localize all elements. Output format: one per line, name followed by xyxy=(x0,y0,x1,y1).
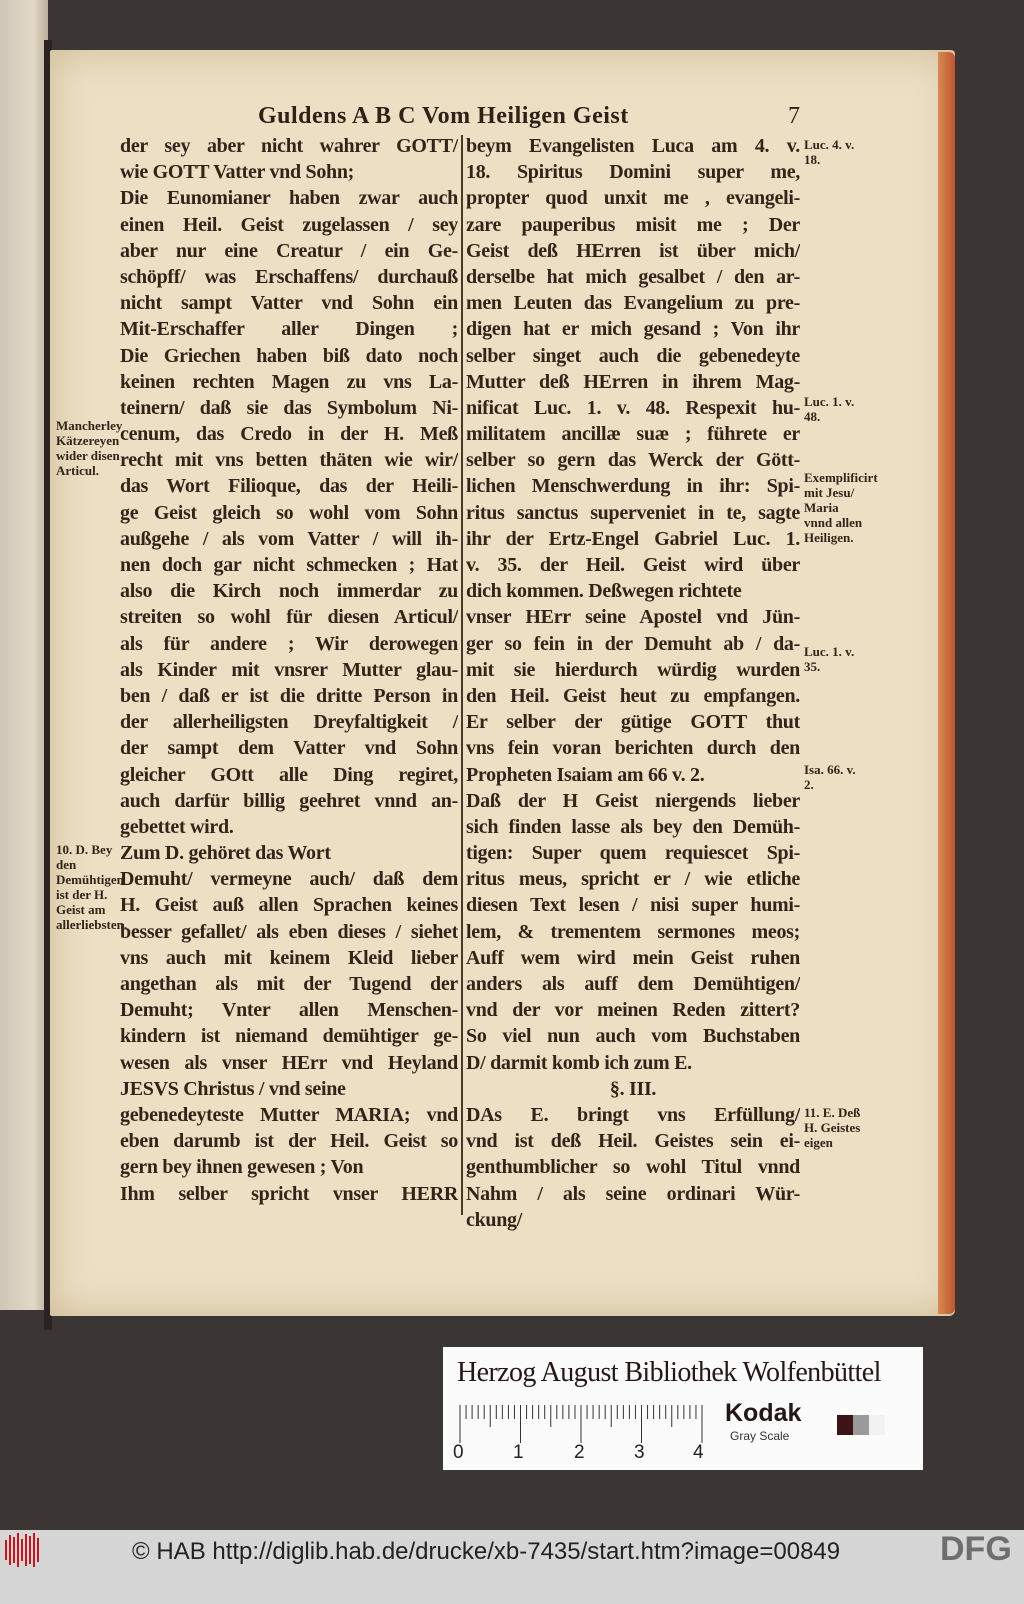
text-line: der sampt dem Vatter vnd Sohn xyxy=(120,737,458,760)
text-line: Ihm selber spricht vnser HERR xyxy=(120,1182,458,1205)
text-line: Geist deß HErren ist über mich/ xyxy=(466,239,800,262)
text-line: vnd der vor meinen Reden zittert? xyxy=(466,999,800,1022)
text-line: Nahm / als seine ordinari Wür- xyxy=(466,1182,800,1205)
text-line: cenum, das Credo in der H. Meß xyxy=(120,423,458,446)
text-line: ihr der Ertz-Engel Gabriel Luc. 1. xyxy=(466,527,800,550)
margin-note-left: Mancherley Kätzereyen wider disen Articul. xyxy=(56,418,123,478)
text-line: ben / daß er ist die dritte Person in xyxy=(120,684,458,707)
text-line: aber nur eine Creatur / ein Ge- xyxy=(120,239,458,262)
text-line: zare pauperibus misit me ; Der xyxy=(466,213,800,236)
text-line: DAs E. bringt vns Erfüllung/ xyxy=(466,1103,800,1126)
text-line: vns fein voran berichten durch den xyxy=(466,737,800,760)
text-line: Mutter deß HErren in ihrem Mag- xyxy=(466,370,800,393)
margin-note-right: Luc. 1. v. 48. xyxy=(804,394,855,424)
right-text-column xyxy=(466,133,800,1233)
text-line: keinen rechten Magen zu vns La- xyxy=(120,370,458,393)
page-edge xyxy=(938,52,955,1314)
ruler-label: 4 xyxy=(693,1442,704,1463)
text-line: Mit-Erschaffer aller Dingen ; xyxy=(120,318,458,341)
text-line: wie GOTT Vatter vnd Sohn; xyxy=(120,161,355,184)
ruler-label: 2 xyxy=(574,1442,585,1463)
margin-note-right: Luc. 1. v. 35. xyxy=(804,644,855,674)
text-line: lichen Menschwerdung in ihr: Spi- xyxy=(466,475,800,498)
text-line: H. Geist auß allen Sprachen keines xyxy=(120,894,458,917)
text-line: Propheten Isaiam am 66 v. 2. xyxy=(466,763,705,786)
text-line: Zum D. gehöret das Wort xyxy=(120,842,331,865)
text-line: militatem ancillæ suæ ; führete er xyxy=(466,423,800,446)
text-line: angethan als mit der Tugend der xyxy=(120,973,458,995)
text-line: der allerheiligsten Dreyfaltigkeit / xyxy=(120,711,458,734)
text-line: eben darumb ist der Heil. Geist so xyxy=(120,1130,458,1153)
margin-note-right: Isa. 66. v. 2. xyxy=(804,762,856,792)
text-line: schöpff/ was Erschaffens/ durchauß xyxy=(120,265,458,288)
text-line: ckung/ xyxy=(466,1208,523,1231)
text-line: lem, & trementem sermones meos; xyxy=(466,920,800,943)
text-line: derselbe hat mich gesalbet / den ar- xyxy=(466,265,800,288)
ruler-label: 3 xyxy=(634,1442,645,1463)
copyright-link[interactable]: © HAB http://diglib.hab.de/drucke/xb-7435/start.htm?image=00849 xyxy=(132,1538,841,1565)
text-line: anders als auff dem Demühtigen/ xyxy=(466,973,800,995)
text-line: der sey aber nicht wahrer GOTT/ xyxy=(120,135,458,157)
text-line: gebettet wird. xyxy=(120,815,234,838)
text-line: dich kommen. Deßwegen richtete xyxy=(466,580,742,603)
margin-note-left: 10. D. Bey den Demühtigen ist der H. Geist am allerliebsten. xyxy=(56,842,128,932)
ruler-label: 0 xyxy=(453,1442,464,1463)
text-line: nicht sampt Vatter vnd Sohn ein xyxy=(120,292,458,315)
text-line: als Kinder mit vnsrer Mutter glau- xyxy=(120,658,458,681)
text-line: Auff wem wird mein Geist ruhen xyxy=(466,946,800,969)
text-line: den Heil. Geist heut zu empfangen. xyxy=(466,684,800,707)
text-line: Die Griechen haben biß dato noch xyxy=(120,344,458,367)
text-line: Demuht; Vnter allen Menschen- xyxy=(120,999,458,1022)
text-line: nificat Luc. 1. v. 48. Respexit hu- xyxy=(466,396,800,419)
text-line: Demuht/ vermeyne auch/ daß dem xyxy=(120,868,458,891)
text-line: JESVS Christus / vnd seine xyxy=(120,1077,346,1100)
ruler-icon xyxy=(458,1405,703,1443)
text-line: tigen: Super quem requiescet Spi- xyxy=(466,842,800,865)
text-line: genthumblicher so wohl Titul vnnd xyxy=(466,1156,800,1179)
gray-swatch xyxy=(869,1415,885,1435)
text-line: v. 35. der Heil. Geist wird über xyxy=(466,554,800,576)
text-line: Er selber der gütige GOTT thut xyxy=(466,711,800,734)
text-line: diesen Text lesen / nisi super humi- xyxy=(466,894,800,917)
text-line: selber singet auch die gebenedeyte xyxy=(466,344,800,367)
text-line: beym Evangelisten Luca am 4. v. xyxy=(466,135,800,157)
text-line: vnd ist deß Heil. Geistes sein ei- xyxy=(466,1130,800,1153)
text-line: gern bey ihnen gewesen ; Von xyxy=(120,1156,364,1179)
text-line: gebenedeyteste Mutter MARIA; vnd xyxy=(120,1103,458,1126)
scale-card xyxy=(443,1347,923,1470)
text-line: also die Kirch noch immerdar zu xyxy=(120,580,458,603)
text-line: auch darfür billig geehret vnnd an- xyxy=(120,789,458,812)
text-line: wesen als vnser HErr vnd Heyland xyxy=(120,1051,458,1074)
text-line: als für andere ; Wir derowegen xyxy=(120,632,458,655)
text-line: recht mit vns betten thäten wie wir/ xyxy=(120,449,458,472)
text-line: außgehe / als vom Vatter / will ih- xyxy=(120,527,458,550)
dfg-logo: DFG xyxy=(940,1530,1012,1568)
text-line: men Leuten das Evangelium zu pre- xyxy=(466,292,800,315)
gray-swatch xyxy=(853,1415,869,1435)
library-name: Herzog August Bibliothek Wolfenbüttel xyxy=(457,1357,881,1388)
margin-note-right: Luc. 4. v. 18. xyxy=(804,137,855,167)
text-line: digen hat er mich gesand ; Von ihr xyxy=(466,318,800,341)
margin-note-right: 11. E. Deß H. Geistes eigen xyxy=(804,1105,861,1150)
text-line: teinern/ daß sie das Symbolum Ni- xyxy=(120,396,458,419)
text-line: besser gefallet/ als eben dieses / siehet xyxy=(120,920,458,943)
text-line: Die Eunomianer haben zwar auch xyxy=(120,187,458,210)
text-line: ge Geist gleich so wohl vom Sohn xyxy=(120,501,458,524)
text-line: ritus meus, spricht er / wie etliche xyxy=(466,868,800,891)
gray-scale-label: Gray Scale xyxy=(730,1429,790,1443)
text-line: ger so fein in der Demuht ab / da- xyxy=(466,632,800,655)
text-line: gleicher GOtt alle Ding regiret, xyxy=(120,763,458,786)
hab-logo-icon xyxy=(5,1533,47,1567)
text-line: mit sie hierdurch würdig wurden xyxy=(466,658,800,681)
text-line: kindern ist niemand demühtiger ge- xyxy=(120,1025,458,1048)
kodak-logo: Kodak xyxy=(725,1399,802,1427)
text-line: ritus sanctus superveniet in te, sagte xyxy=(466,501,800,524)
text-line: vns auch mit keinem Kleid lieber xyxy=(120,946,458,969)
left-text-column xyxy=(120,133,458,1207)
gray-swatch xyxy=(837,1415,853,1435)
text-line: streiten so wohl für diesen Articul/ xyxy=(120,606,458,629)
text-line: D/ darmit komb ich zum E. xyxy=(466,1051,692,1074)
previous-page-edge xyxy=(0,0,48,1310)
text-line: das Wort Filioque, das der Heili- xyxy=(120,475,458,498)
text-line: 18. Spiritus Domini super me, xyxy=(466,161,800,184)
text-line: nen doch gar nicht schmecken ; Hat xyxy=(120,554,458,576)
page-number: 7 xyxy=(788,103,800,129)
text-line: einen Heil. Geist zugelassen / sey xyxy=(120,213,458,236)
text-line: selber so gern das Werck der Gött- xyxy=(466,449,800,472)
ruler-label: 1 xyxy=(513,1442,524,1463)
text-line: vnser HErr seine Apostel vnd Jün- xyxy=(466,606,800,629)
text-line: sich finden lasse als bey den Demüh- xyxy=(466,815,800,838)
text-line: So viel nun auch vom Buchstaben xyxy=(466,1025,800,1048)
running-head: Guldens A B C Vom Heiligen Geist xyxy=(258,103,629,129)
column-divider xyxy=(461,135,463,1215)
margin-note-right: Exemplificirt mit Jesu/ Maria vnnd allen Heiligen. xyxy=(804,470,878,545)
text-line: §. III. xyxy=(609,1077,657,1100)
text-line: propter quod unxit me , evangeli- xyxy=(466,187,800,210)
text-line: Daß der H Geist niergends lieber xyxy=(466,789,800,812)
